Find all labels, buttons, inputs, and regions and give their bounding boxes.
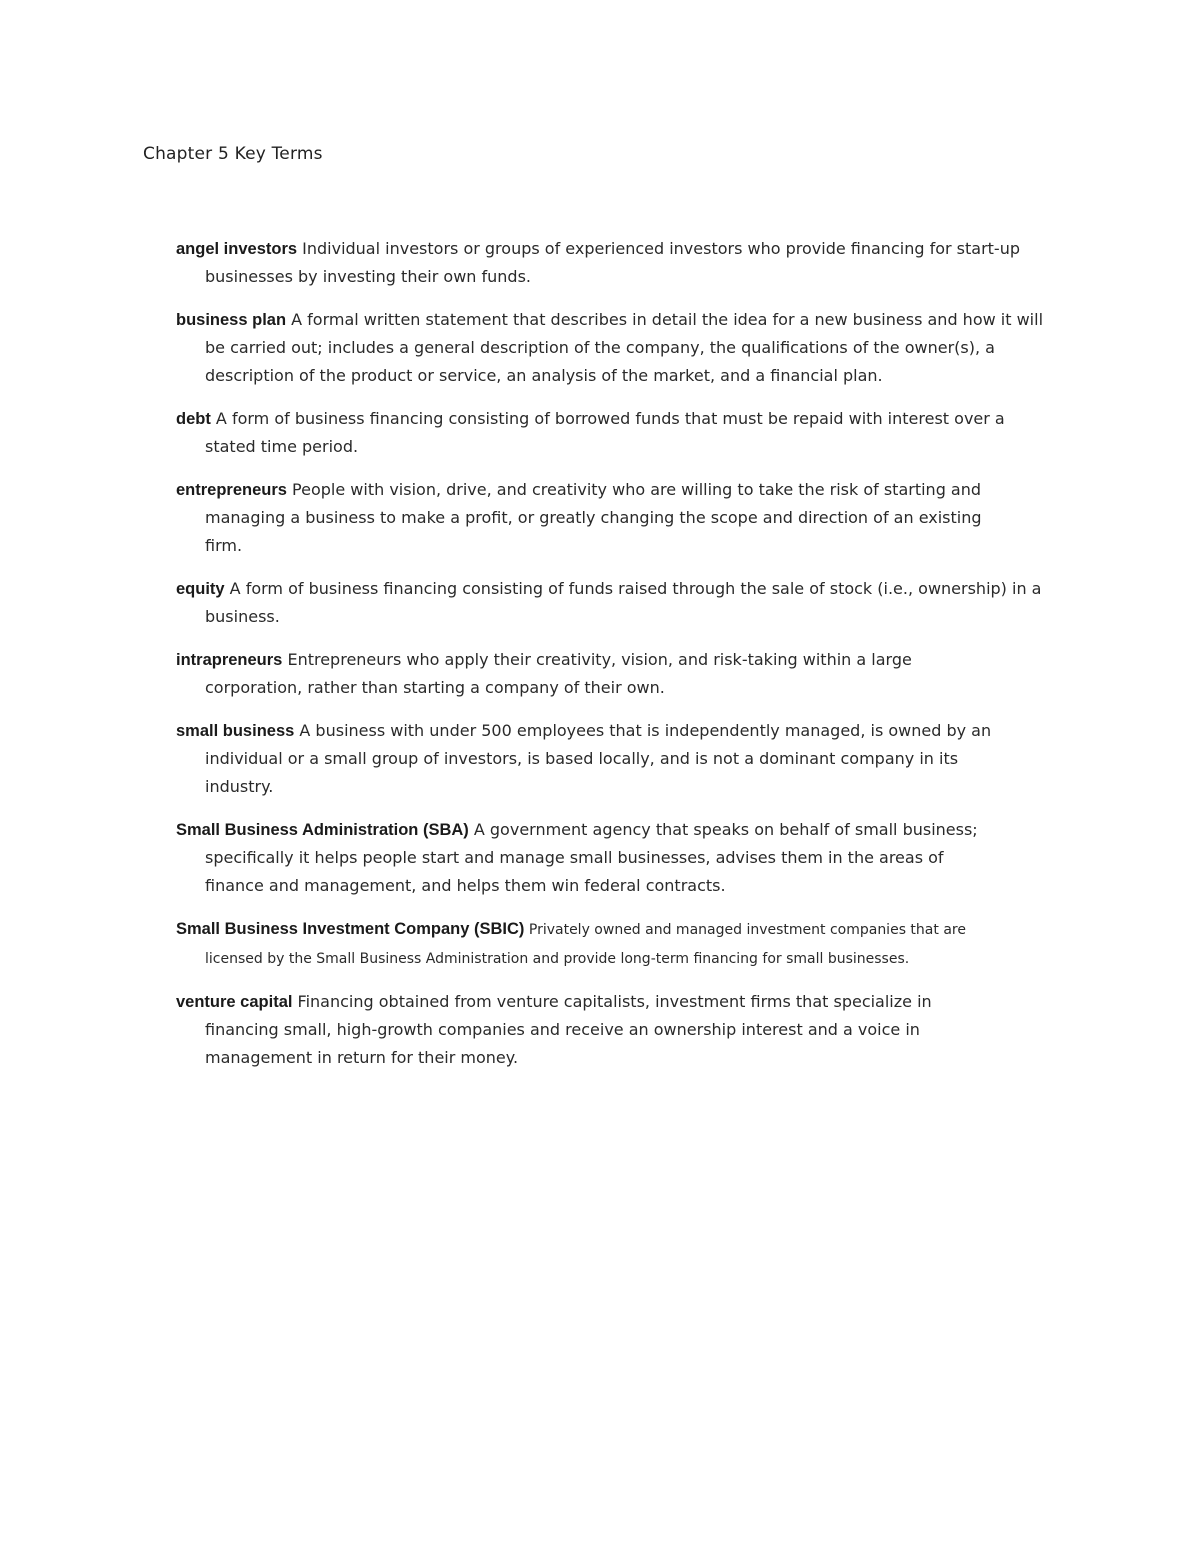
- term-word: venture capital: [176, 993, 293, 1011]
- term-entry-angel-investors: [176, 235, 1025, 291]
- term-entry-venture-capital: [176, 988, 1005, 1072]
- term-entry-sbic: [176, 915, 1015, 973]
- term-entry-debt: [176, 405, 1015, 461]
- term-word: debt: [176, 410, 211, 428]
- term-definition: A form of business financing consisting of funds raised through the sale of stock (i.e., ownership) in a business.: [205, 579, 1042, 626]
- term-word: entrepreneurs: [176, 481, 287, 499]
- page-title: Chapter 5 Key Terms: [143, 144, 323, 164]
- term-definition: People with vision, drive, and creativity who are willing to take the risk of starting and managing a business to make a profit, or greatly changing the scope and direction of an existing firm.: [205, 480, 982, 555]
- term-entry-sba: [176, 816, 1005, 900]
- term-word: equity: [176, 580, 225, 598]
- term-definition: A government agency that speaks on behalf of small business; specifically it helps people start and manage small businesses, advises them in the areas of finance and management, and helps them win federal contracts.: [205, 820, 978, 895]
- term-definition: A form of business financing consisting of borrowed funds that must be repaid with interest over a stated time period.: [205, 409, 1005, 456]
- term-word: intrapreneurs: [176, 651, 283, 669]
- term-definition: Individual investors or groups of experienced investors who provide financing for start-up businesses by investing their own funds.: [205, 239, 1020, 286]
- term-definition: Entrepreneurs who apply their creativity, vision, and risk-taking within a large corporation, rather than starting a company of their own.: [205, 650, 912, 697]
- term-word: small business: [176, 722, 295, 740]
- term-entry-business-plan: [176, 306, 1045, 390]
- term-definition: Financing obtained from venture capitalists, investment firms that specialize in financing small, high-growth companies and receive an ownership interest and a voice in management in return for their money.: [205, 992, 932, 1067]
- key-terms-list: [176, 235, 1076, 1087]
- term-word: angel investors: [176, 240, 298, 258]
- term-definition: A business with under 500 employees that is independently managed, is owned by an individual or a small group of investors, is based locally, and is not a dominant company in its industry.: [205, 721, 992, 796]
- term-entry-intrapreneurs: [176, 646, 985, 702]
- term-entry-entrepreneurs: [176, 476, 1015, 560]
- term-word: Small Business Administration (SBA): [176, 821, 469, 839]
- term-definition: A formal written statement that describes in detail the idea for a new business and how it will be carried out; includes a general description of the company, the qualifications of the owner(s), a description of the product or service, an analysis of the market, and a financial plan.: [205, 310, 1044, 385]
- term-entry-small-business: [176, 717, 1025, 801]
- term-word: Small Business Investment Company (SBIC): [176, 920, 525, 938]
- term-definition: Privately owned and managed investment companies that are licensed by the Small Business Administration and provide long-term financing for small businesses.: [205, 922, 966, 967]
- term-entry-equity: [176, 575, 1095, 631]
- term-word: business plan: [176, 311, 287, 329]
